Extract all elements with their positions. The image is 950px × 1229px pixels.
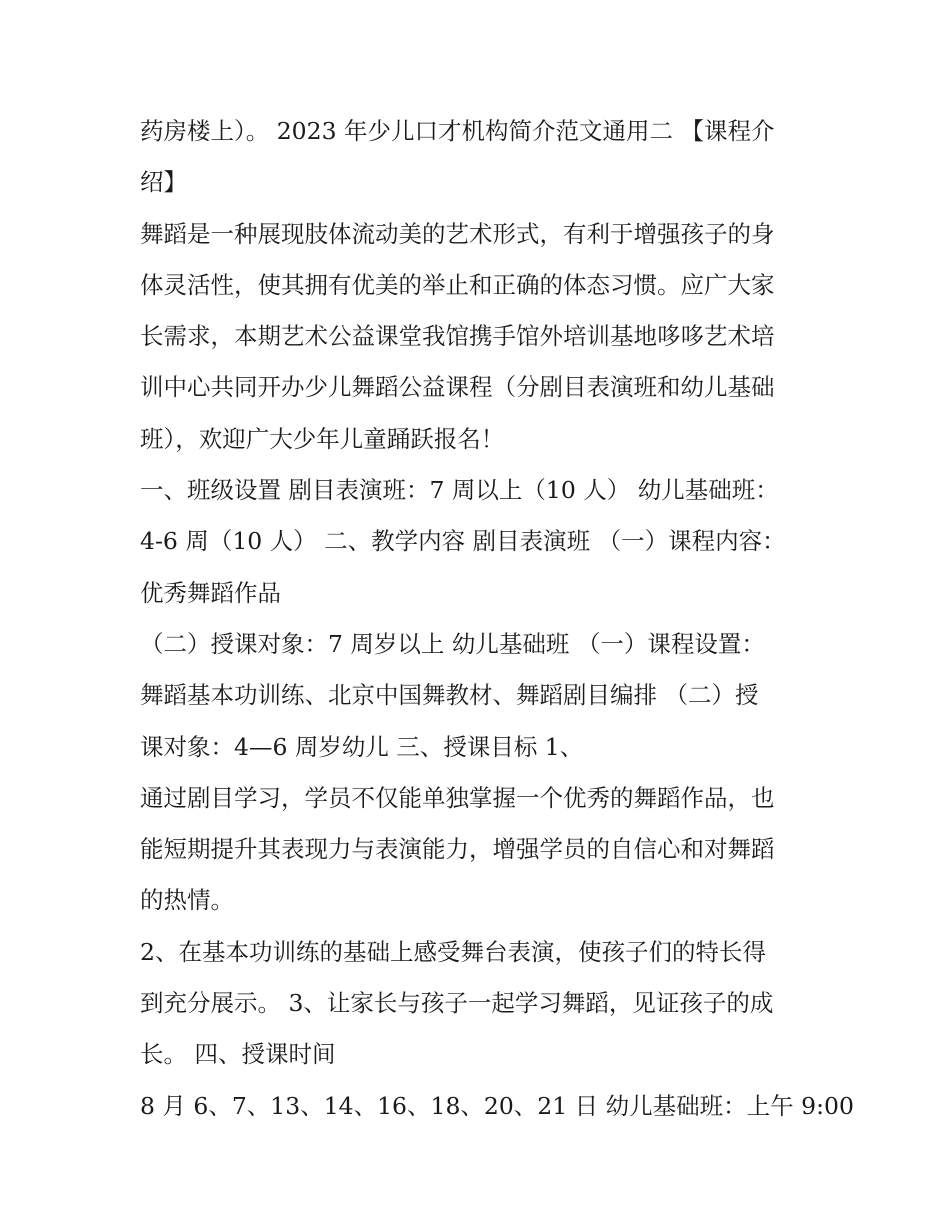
text-line: 舞蹈是一种展现肢体流动美的艺术形式，有利于增强孩子的身 bbox=[140, 219, 775, 248]
document-body bbox=[140, 106, 854, 1132]
text-line: 体灵活性，使其拥有优美的举止和正确的体态习惯。应广大家 bbox=[140, 270, 775, 299]
text-line: 能短期提升其表现力与表演能力，增强学员的自信心和对舞蹈 bbox=[140, 835, 775, 864]
text-line: 长。 四、授课时间 bbox=[140, 1040, 336, 1069]
text-line: 训中心共同开办少儿舞蹈公益课程（分剧目表演班和幼儿基础 bbox=[140, 373, 775, 402]
text-line: 通过剧目学习，学员不仅能单独掌握一个优秀的舞蹈作品，也 bbox=[140, 783, 775, 812]
text-line: （二）授课对象：7 周岁以上 幼儿基础班 （一）课程设置： bbox=[140, 629, 765, 658]
text-line: 舞蹈基本功训练、北京中国舞教材、舞蹈剧目编排 （二）授 bbox=[140, 681, 759, 710]
text-line: 长需求，本期艺术公益课堂我馆携手馆外培训基地哆哆艺术培 bbox=[140, 322, 775, 351]
text-line: 班），欢迎广大少年儿童踊跃报名！ bbox=[140, 424, 505, 453]
text-line: 的热情。 bbox=[140, 886, 234, 915]
text-line: 绍】 bbox=[140, 168, 187, 197]
text-line: 8 月 6、7、13、14、16、18、20、21 日 幼儿基础班：上午 9:00 bbox=[140, 1091, 854, 1120]
text-line: 4-6 周（10 人） 二、教学内容 剧目表演班 （一）课程内容： bbox=[140, 527, 786, 556]
text-line: 2、在基本功训练的基础上感受舞台表演，使孩子们的特长得 bbox=[140, 937, 766, 966]
text-line: 到充分展示。 3、让家长与孩子一起学习舞蹈，见证孩子的成 bbox=[140, 989, 774, 1018]
text-line: 一、班级设置 剧目表演班：7 周以上（10 人） 幼儿基础班： bbox=[140, 476, 779, 505]
text-line: 药房楼上）。 2023 年少儿口才机构简介范文通用二 【课程介 bbox=[140, 117, 775, 145]
text-line: 优秀舞蹈作品 bbox=[140, 578, 281, 607]
text-line: 课对象：4—6 周岁幼儿 三、授课目标 1、 bbox=[140, 732, 584, 761]
